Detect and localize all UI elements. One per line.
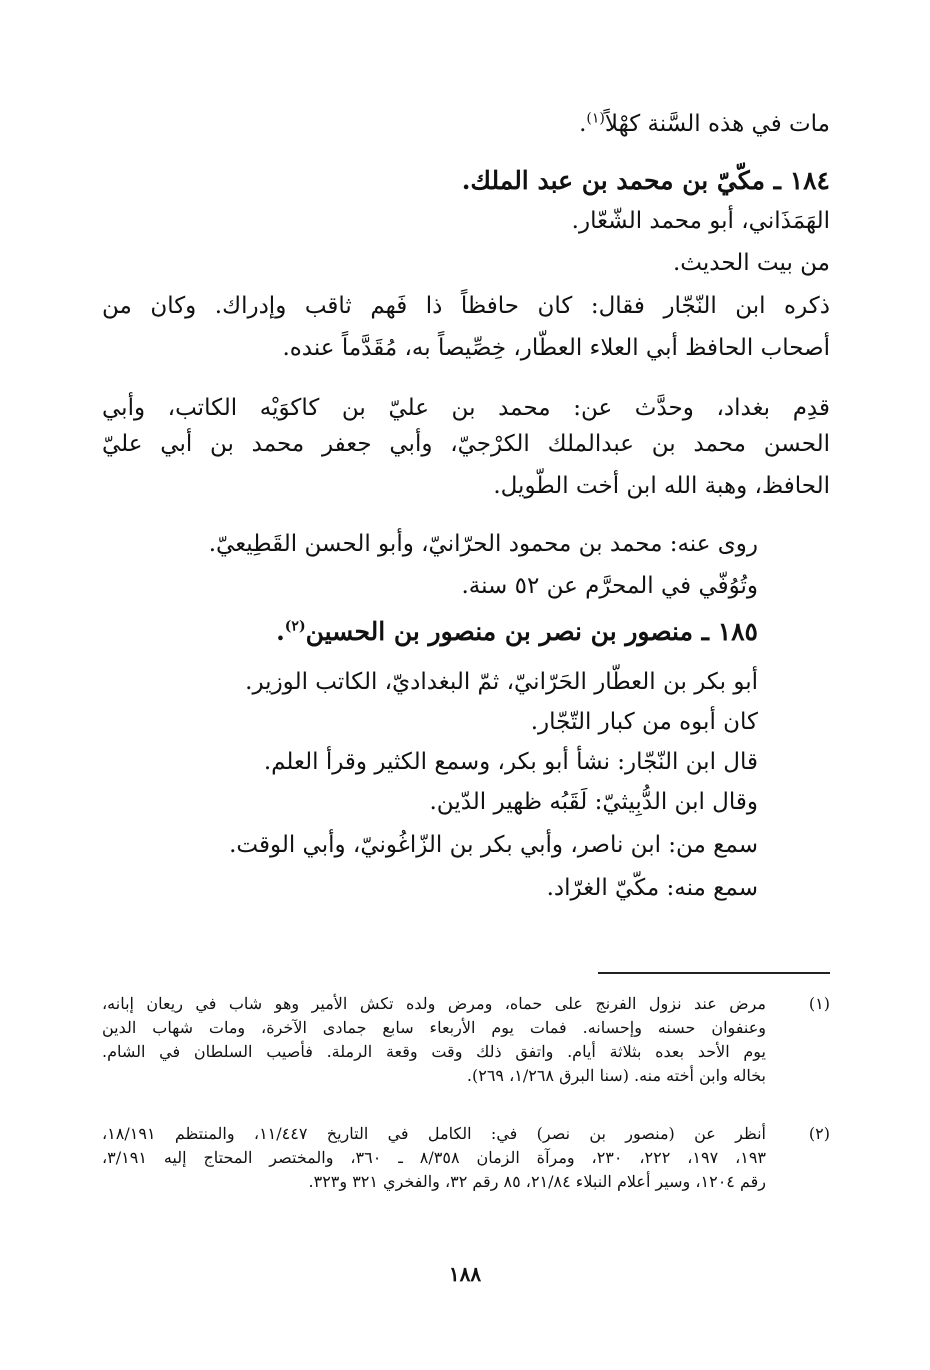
entry-heading-184: ١٨٤ ـ مكّيّ بن محمد بن عبد الملك. <box>461 166 830 195</box>
footnote-1 <box>102 992 830 1112</box>
text-line: أصحاب الحافظ أبي العلاء العطّار، خِصِّيصاً به، مُقَدَّماً عنده. <box>282 335 830 361</box>
footnote-line: وعنفوان حسنه وإحسانه. فمات يوم الأربعاء سابع جمادى الآخرة، ومات شهاب الدين <box>102 1018 766 1037</box>
footnote-line: بخاله وابن أخته منه. (سنا البرق ١/٢٦٨، ٢٦٩). <box>466 1066 766 1085</box>
text-line: سمع منه: مكّيّ الغرّاد. <box>546 875 758 901</box>
footnote-ref: (١) <box>586 110 605 127</box>
footnote-ref: (٢) <box>284 618 306 635</box>
text-line: مات في هذه السَّنة كهْلاً$^{(١)}$. <box>579 110 830 137</box>
footnote-line: مرض عند نزول الفرنج على حماه، ومرض ولده تكش الأمير وهو شاب في ريعان إبانه، <box>102 994 767 1013</box>
text-line: وقال ابن الدُّبِيثيّ: لَقَبُه ظهير الدّين. <box>429 789 758 815</box>
text-line: أبو بكر بن العطّار الحَرّانيّ، ثمّ البغداديّ، الكاتب الوزير. <box>245 669 758 695</box>
text-line: ذكره ابن النّجّار فقال: كان حافظاً ذا فَهم ثاقب وإدراك. وكان من <box>102 293 830 319</box>
text-line: كان أبوه من كبار التّجّار. <box>530 709 758 735</box>
footnote-line: ١٩٣، ١٩٧، ٢٢٢، ٢٣٠، ومرآة الزمان ٨/٣٥٨ ـ ٣٦٠، والمختصر المحتاج إليه ٣/١٩١، <box>102 1148 767 1167</box>
page-number: ١٨٨ <box>448 1262 482 1286</box>
footnote-line: أنظر عن (منصور بن نصر) في: الكامل في التاريخ ١١/٤٤٧، والمنتظم ١٨/١٩١، <box>102 1124 767 1143</box>
footnote-divider <box>598 972 830 974</box>
text-line: قدِم بغداد، وحدَّث عن: محمد بن عليّ بن كاكوَيْه الكاتب، وأبي <box>102 395 830 421</box>
footnote-2 <box>102 1122 830 1202</box>
text-line: روى عنه: محمد بن محمود الحرّانيّ، وأبو الحسن القَطِيعيّ. <box>208 531 758 557</box>
footnote-number: (٢) <box>808 1124 830 1143</box>
entry-heading-185: ١٨٥ ـ منصور بن نصر بن منصور بن الحسين$^{(٢)}$. <box>276 617 758 646</box>
text-line: الحسن محمد بن عبدالملك الكرْجيّ، وأبي جعفر محمد بن أبي عليّ <box>102 431 830 457</box>
text-line: وتُوُفّي في المحرَّم عن ٥٢ سنة. <box>461 573 758 599</box>
text-line: الهَمَذَاني، أبو محمد الشّعّار. <box>571 208 830 234</box>
text-line: الحافظ، وهبة الله ابن أخت الطّويل. <box>493 473 830 499</box>
footnote-line: رقم ١٢٠٤، وسير أعلام النبلاء ٢١/٨٤، ٨٥ رقم ٣٢، والفخري ٣٢١ و٣٢٣. <box>308 1172 766 1191</box>
footnote-line: يوم الأحد بعده بثلاثة أيام. واتفق ذلك وقت وقعة الرملة. فأصيب السلطان في الشام. <box>102 1042 766 1061</box>
text-line: من بيت الحديث. <box>673 250 830 276</box>
text-line: سمع من: ابن ناصر، وأبي بكر بن الزّاغُونيّ، وأبي الوقت. <box>229 832 758 858</box>
text-line: قال ابن النّجّار: نشأ أبو بكر، وسمع الكثير وقرأ العلم. <box>263 749 758 775</box>
footnote-number: (١) <box>808 994 830 1013</box>
